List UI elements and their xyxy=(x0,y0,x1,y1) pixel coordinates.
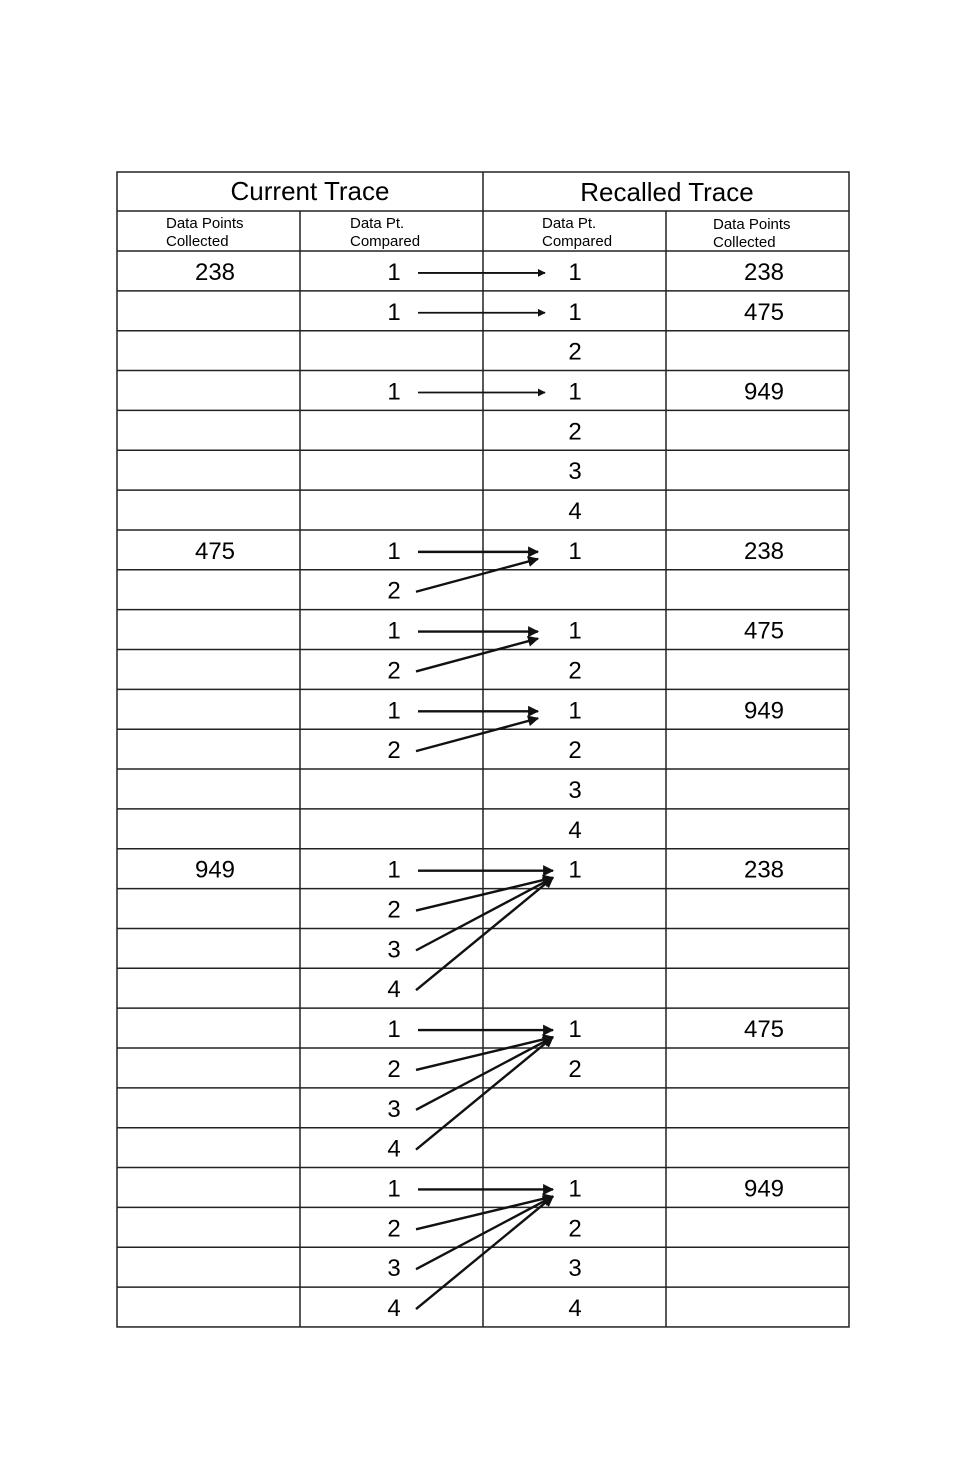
recalled-trace-header: Recalled Trace xyxy=(580,177,754,207)
current-collected-cell: 238 xyxy=(194,258,236,286)
recalled-collected-cell: 949 xyxy=(743,378,785,406)
recalled-compared-cell: 1 xyxy=(568,856,582,884)
current-compared-cell: 1 xyxy=(387,697,401,725)
rec-collected-header-line2: Collected xyxy=(713,234,776,251)
current-compared-cell: 1 xyxy=(387,258,401,286)
current-compared-cell: 4 xyxy=(387,1295,401,1323)
recalled-compared-cell: 1 xyxy=(568,537,582,565)
recalled-collected-cell: 949 xyxy=(743,697,785,725)
current-compared-cell: 1 xyxy=(387,856,401,884)
current-compared-cell: 2 xyxy=(387,1055,401,1083)
current-compared-cell: 3 xyxy=(387,1255,401,1283)
current-compared-cell: 2 xyxy=(387,896,401,924)
current-compared-cell: 1 xyxy=(387,537,401,565)
recalled-compared-cell: 1 xyxy=(568,697,582,725)
recalled-compared-cell: 4 xyxy=(568,816,582,844)
current-compared-cell: 1 xyxy=(387,617,401,645)
recalled-compared-cell: 4 xyxy=(568,1295,582,1323)
current-compared-cell: 2 xyxy=(387,1215,401,1243)
recalled-compared-cell: 1 xyxy=(568,1016,582,1044)
current-compared-cell: 4 xyxy=(387,1135,401,1163)
recalled-collected-cell: 475 xyxy=(743,1016,785,1044)
current-compared-cell: 3 xyxy=(387,1095,401,1123)
recalled-compared-cell: 1 xyxy=(568,378,582,406)
recalled-collected-cell: 475 xyxy=(743,617,785,645)
cur-compared-header-line1: Data Pt. xyxy=(350,215,405,232)
recalled-compared-cell: 1 xyxy=(568,298,582,326)
recalled-collected-cell: 949 xyxy=(743,1175,785,1203)
current-compared-cell: 3 xyxy=(387,936,401,964)
recalled-collected-cell: 238 xyxy=(743,856,785,884)
current-compared-cell: 1 xyxy=(387,378,401,406)
recalled-compared-cell: 2 xyxy=(568,657,582,685)
current-compared-cell: 1 xyxy=(387,298,401,326)
current-compared-cell: 4 xyxy=(387,976,401,1004)
recalled-compared-cell: 4 xyxy=(568,498,582,526)
current-compared-cell: 1 xyxy=(387,1175,401,1203)
recalled-compared-cell: 1 xyxy=(568,617,582,645)
table-grid xyxy=(117,172,849,1327)
current-compared-cell: 1 xyxy=(387,1016,401,1044)
recalled-collected-cell: 475 xyxy=(743,298,785,326)
current-compared-cell: 2 xyxy=(387,737,401,765)
current-collected-cell: 949 xyxy=(194,856,236,884)
rec-collected-header-line1: Data Points xyxy=(713,216,791,233)
recalled-compared-cell: 1 xyxy=(568,258,582,286)
recalled-compared-cell: 2 xyxy=(568,418,582,446)
rec-compared-header-line1: Data Pt. xyxy=(542,215,597,232)
current-collected-cell: 475 xyxy=(194,537,236,565)
recalled-compared-cell: 3 xyxy=(568,458,582,486)
recalled-collected-cell: 238 xyxy=(743,537,785,565)
table-cells xyxy=(195,259,784,1322)
comparison-arrows xyxy=(416,273,553,1309)
recalled-compared-cell: 3 xyxy=(568,1255,582,1283)
comparison-arrow xyxy=(416,718,538,751)
recalled-compared-cell: 1 xyxy=(568,1175,582,1203)
recalled-compared-cell: 2 xyxy=(568,737,582,765)
cur-collected-header-line2: Collected xyxy=(166,233,229,250)
current-trace-header: Current Trace xyxy=(230,176,390,206)
comparison-arrow xyxy=(416,559,538,592)
recalled-collected-cell: 238 xyxy=(743,258,785,286)
recalled-compared-cell: 2 xyxy=(568,1055,582,1083)
rec-compared-header-line2: Compared xyxy=(542,233,613,250)
current-compared-cell: 2 xyxy=(387,577,401,605)
cur-compared-header-line2: Compared xyxy=(350,233,421,250)
current-compared-cell: 2 xyxy=(387,657,401,685)
recalled-compared-cell: 2 xyxy=(568,1215,582,1243)
comparison-arrow xyxy=(416,639,538,672)
cur-collected-header-line1: Data Points xyxy=(166,215,244,232)
recalled-compared-cell: 2 xyxy=(568,338,582,366)
recalled-compared-cell: 3 xyxy=(568,776,582,804)
